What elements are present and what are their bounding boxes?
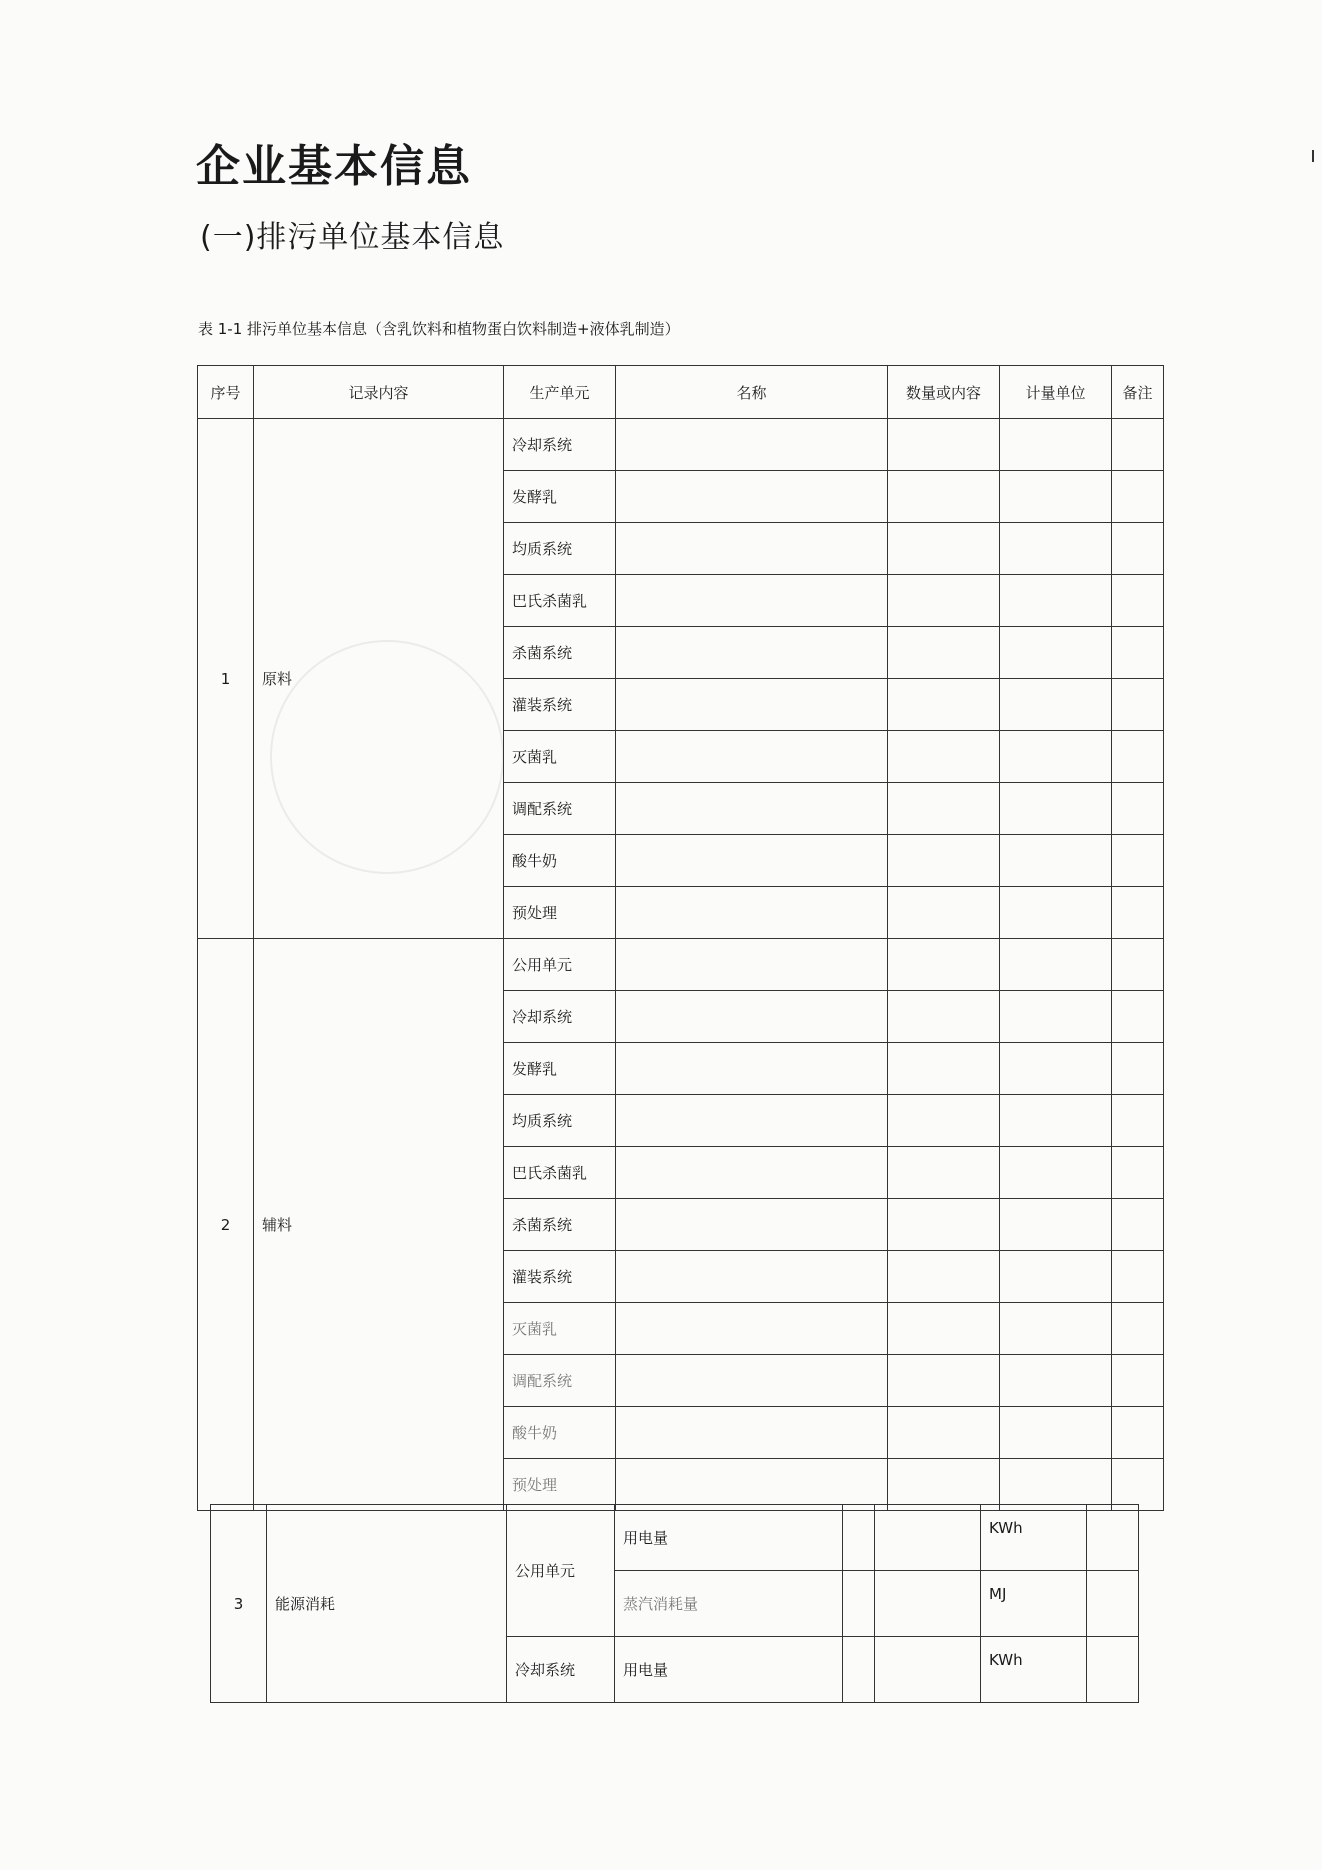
unit-cell: 冷却系统	[504, 991, 616, 1043]
unit-cell: 公用单元	[507, 1505, 615, 1637]
remark-cell	[1112, 731, 1164, 783]
remark-cell	[1112, 835, 1164, 887]
measure-cell	[1000, 731, 1112, 783]
remark-cell	[1112, 471, 1164, 523]
measure-cell	[1000, 575, 1112, 627]
name-cell	[616, 523, 888, 575]
remark-cell	[1112, 1303, 1164, 1355]
quantity-cell	[888, 627, 1000, 679]
unit-cell: 预处理	[504, 887, 616, 939]
quantity-cell	[888, 1199, 1000, 1251]
name-cell	[616, 471, 888, 523]
measure-cell	[1000, 1303, 1112, 1355]
spacer-cell	[843, 1637, 875, 1703]
scan-edge-mark	[1312, 150, 1314, 162]
remark-cell	[1112, 523, 1164, 575]
header-cell: 记录内容	[254, 366, 504, 419]
quantity-cell	[888, 835, 1000, 887]
measure-cell	[1000, 1355, 1112, 1407]
measure-cell	[1000, 835, 1112, 887]
measure-cell	[1000, 1095, 1112, 1147]
table-row	[198, 419, 1164, 471]
unit-cell: 公用单元	[504, 939, 616, 991]
name-cell	[616, 835, 888, 887]
measure-cell	[1000, 1459, 1112, 1511]
name-cell	[616, 1459, 888, 1511]
header-cell: 计量单位	[1000, 366, 1112, 419]
remark-cell	[1112, 991, 1164, 1043]
measure-cell: KWh	[981, 1637, 1087, 1703]
quantity-cell	[888, 471, 1000, 523]
remark-cell	[1087, 1571, 1139, 1637]
unit-cell: 均质系统	[504, 1095, 616, 1147]
measure-cell	[1000, 991, 1112, 1043]
spacer-cell	[843, 1571, 875, 1637]
quantity-cell	[888, 1251, 1000, 1303]
remark-cell	[1112, 575, 1164, 627]
seq-cell: 2	[198, 939, 254, 1511]
name-cell	[616, 575, 888, 627]
remark-cell	[1112, 1147, 1164, 1199]
remark-cell	[1112, 783, 1164, 835]
name-cell	[616, 1043, 888, 1095]
measure-cell	[1000, 939, 1112, 991]
quantity-cell	[888, 1147, 1000, 1199]
name-cell	[616, 991, 888, 1043]
measure-cell	[1000, 1199, 1112, 1251]
remark-cell	[1112, 679, 1164, 731]
unit-cell: 灭菌乳	[504, 731, 616, 783]
measure-cell	[1000, 471, 1112, 523]
section-heading: (一)排污单位基本信息	[200, 220, 505, 255]
remark-cell	[1087, 1505, 1139, 1571]
name-cell	[616, 887, 888, 939]
quantity-cell	[875, 1571, 981, 1637]
unit-cell: 调配系统	[504, 1355, 616, 1407]
unit-cell: 调配系统	[504, 783, 616, 835]
measure-cell	[1000, 627, 1112, 679]
name-cell	[616, 1199, 888, 1251]
unit-cell: 均质系统	[504, 523, 616, 575]
info-table	[197, 365, 1164, 1511]
quantity-cell	[888, 419, 1000, 471]
unit-cell: 冷却系统	[507, 1637, 615, 1703]
spacer-cell	[843, 1505, 875, 1571]
quantity-cell	[875, 1505, 981, 1571]
table-row	[198, 939, 1164, 991]
name-cell	[616, 679, 888, 731]
table-row	[211, 1505, 1139, 1571]
remark-cell	[1112, 1199, 1164, 1251]
unit-cell: 酸牛奶	[504, 1407, 616, 1459]
page-title: 企业基本信息	[196, 141, 472, 192]
measure-cell	[1000, 523, 1112, 575]
remark-cell	[1112, 1355, 1164, 1407]
measure-cell	[1000, 1043, 1112, 1095]
unit-cell: 酸牛奶	[504, 835, 616, 887]
remark-cell	[1112, 1095, 1164, 1147]
unit-cell: 杀菌系统	[504, 1199, 616, 1251]
name-cell	[616, 1147, 888, 1199]
measure-cell	[1000, 1147, 1112, 1199]
name-cell	[616, 1355, 888, 1407]
quantity-cell	[888, 523, 1000, 575]
unit-cell: 巴氏杀菌乳	[504, 575, 616, 627]
unit-cell: 预处理	[504, 1459, 616, 1511]
name-cell: 用电量	[615, 1637, 843, 1703]
name-cell: 蒸汽消耗量	[615, 1571, 843, 1637]
measure-cell	[1000, 783, 1112, 835]
remark-cell	[1112, 627, 1164, 679]
name-cell	[616, 1095, 888, 1147]
measure-cell: KWh	[981, 1505, 1087, 1571]
name-cell	[616, 1303, 888, 1355]
measure-cell: MJ	[981, 1571, 1087, 1637]
unit-cell: 冷却系统	[504, 419, 616, 471]
header-cell: 备注	[1112, 366, 1164, 419]
quantity-cell	[888, 575, 1000, 627]
unit-cell: 发酵乳	[504, 1043, 616, 1095]
quantity-cell	[888, 679, 1000, 731]
quantity-cell	[888, 1407, 1000, 1459]
remark-cell	[1112, 1043, 1164, 1095]
quantity-cell	[875, 1637, 981, 1703]
table-header-row	[198, 366, 1164, 419]
remark-cell	[1087, 1637, 1139, 1703]
unit-cell: 杀菌系统	[504, 627, 616, 679]
unit-cell: 灌装系统	[504, 679, 616, 731]
quantity-cell	[888, 783, 1000, 835]
remark-cell	[1112, 887, 1164, 939]
remark-cell	[1112, 1251, 1164, 1303]
unit-cell: 巴氏杀菌乳	[504, 1147, 616, 1199]
seq-cell: 3	[211, 1505, 267, 1703]
content-cell: 辅料	[254, 939, 504, 1511]
content-cell: 能源消耗	[267, 1505, 507, 1703]
remark-cell	[1112, 939, 1164, 991]
quantity-cell	[888, 991, 1000, 1043]
name-cell: 用电量	[615, 1505, 843, 1571]
header-cell: 名称	[616, 366, 888, 419]
quantity-cell	[888, 1303, 1000, 1355]
header-cell: 序号	[198, 366, 254, 419]
quantity-cell	[888, 1459, 1000, 1511]
measure-cell	[1000, 887, 1112, 939]
header-cell: 生产单元	[504, 366, 616, 419]
seq-cell: 1	[198, 419, 254, 939]
remark-cell	[1112, 1407, 1164, 1459]
name-cell	[616, 627, 888, 679]
name-cell	[616, 419, 888, 471]
name-cell	[616, 1251, 888, 1303]
quantity-cell	[888, 1043, 1000, 1095]
unit-cell: 灭菌乳	[504, 1303, 616, 1355]
quantity-cell	[888, 1355, 1000, 1407]
measure-cell	[1000, 1407, 1112, 1459]
unit-cell: 发酵乳	[504, 471, 616, 523]
quantity-cell	[888, 887, 1000, 939]
quantity-cell	[888, 939, 1000, 991]
quantity-cell	[888, 1095, 1000, 1147]
remark-cell	[1112, 419, 1164, 471]
name-cell	[616, 939, 888, 991]
content-cell: 原料	[254, 419, 504, 939]
table-caption: 表 1-1 排污单位基本信息（含乳饮料和植物蛋白饮料制造+液体乳制造）	[198, 320, 680, 338]
name-cell	[616, 731, 888, 783]
name-cell	[616, 1407, 888, 1459]
quantity-cell	[888, 731, 1000, 783]
unit-cell: 灌装系统	[504, 1251, 616, 1303]
remark-cell	[1112, 1459, 1164, 1511]
header-cell: 数量或内容	[888, 366, 1000, 419]
name-cell	[616, 783, 888, 835]
measure-cell	[1000, 419, 1112, 471]
measure-cell	[1000, 679, 1112, 731]
energy-table	[210, 1504, 1139, 1703]
measure-cell	[1000, 1251, 1112, 1303]
